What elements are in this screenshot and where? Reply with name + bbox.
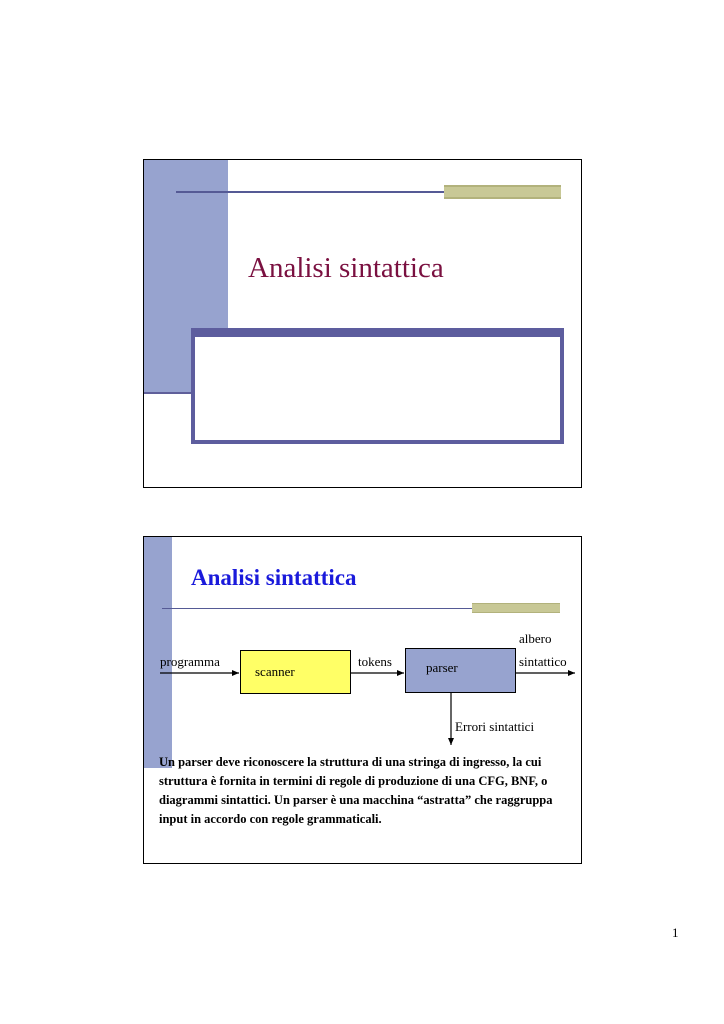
- slide1-title: Analisi sintattica: [248, 252, 444, 284]
- slide-1: [143, 159, 582, 488]
- page-number: 1: [672, 925, 679, 940]
- errors-label: Errori sintattici: [455, 719, 535, 734]
- slide2-title: Analisi sintattica: [191, 565, 357, 590]
- slide-2: [143, 536, 582, 864]
- scanner-label: scanner: [255, 664, 295, 679]
- parser-label: parser: [426, 660, 458, 675]
- input-label-programma: programma: [160, 654, 220, 669]
- slide2-body-text: Un parser deve riconoscere la struttura di una stringa di ingresso, la cui struttura è fornita in termini di regole di produzione di una CFG, BNF, o diagrammi sintattici. Un parser è una macchina “astratta” che raggruppa input in accordo con regole grammaticali.: [159, 755, 553, 826]
- slide1-accent-bar: [444, 185, 561, 199]
- parser-block: [405, 648, 516, 693]
- output-label-sintattico: sintattico: [519, 654, 567, 669]
- output-label-albero: albero: [519, 631, 552, 646]
- tokens-label: tokens: [358, 654, 392, 669]
- slide1-subtitle-box: [191, 328, 564, 444]
- scanner-block: [240, 650, 351, 694]
- slide1-title-rule: [176, 191, 444, 193]
